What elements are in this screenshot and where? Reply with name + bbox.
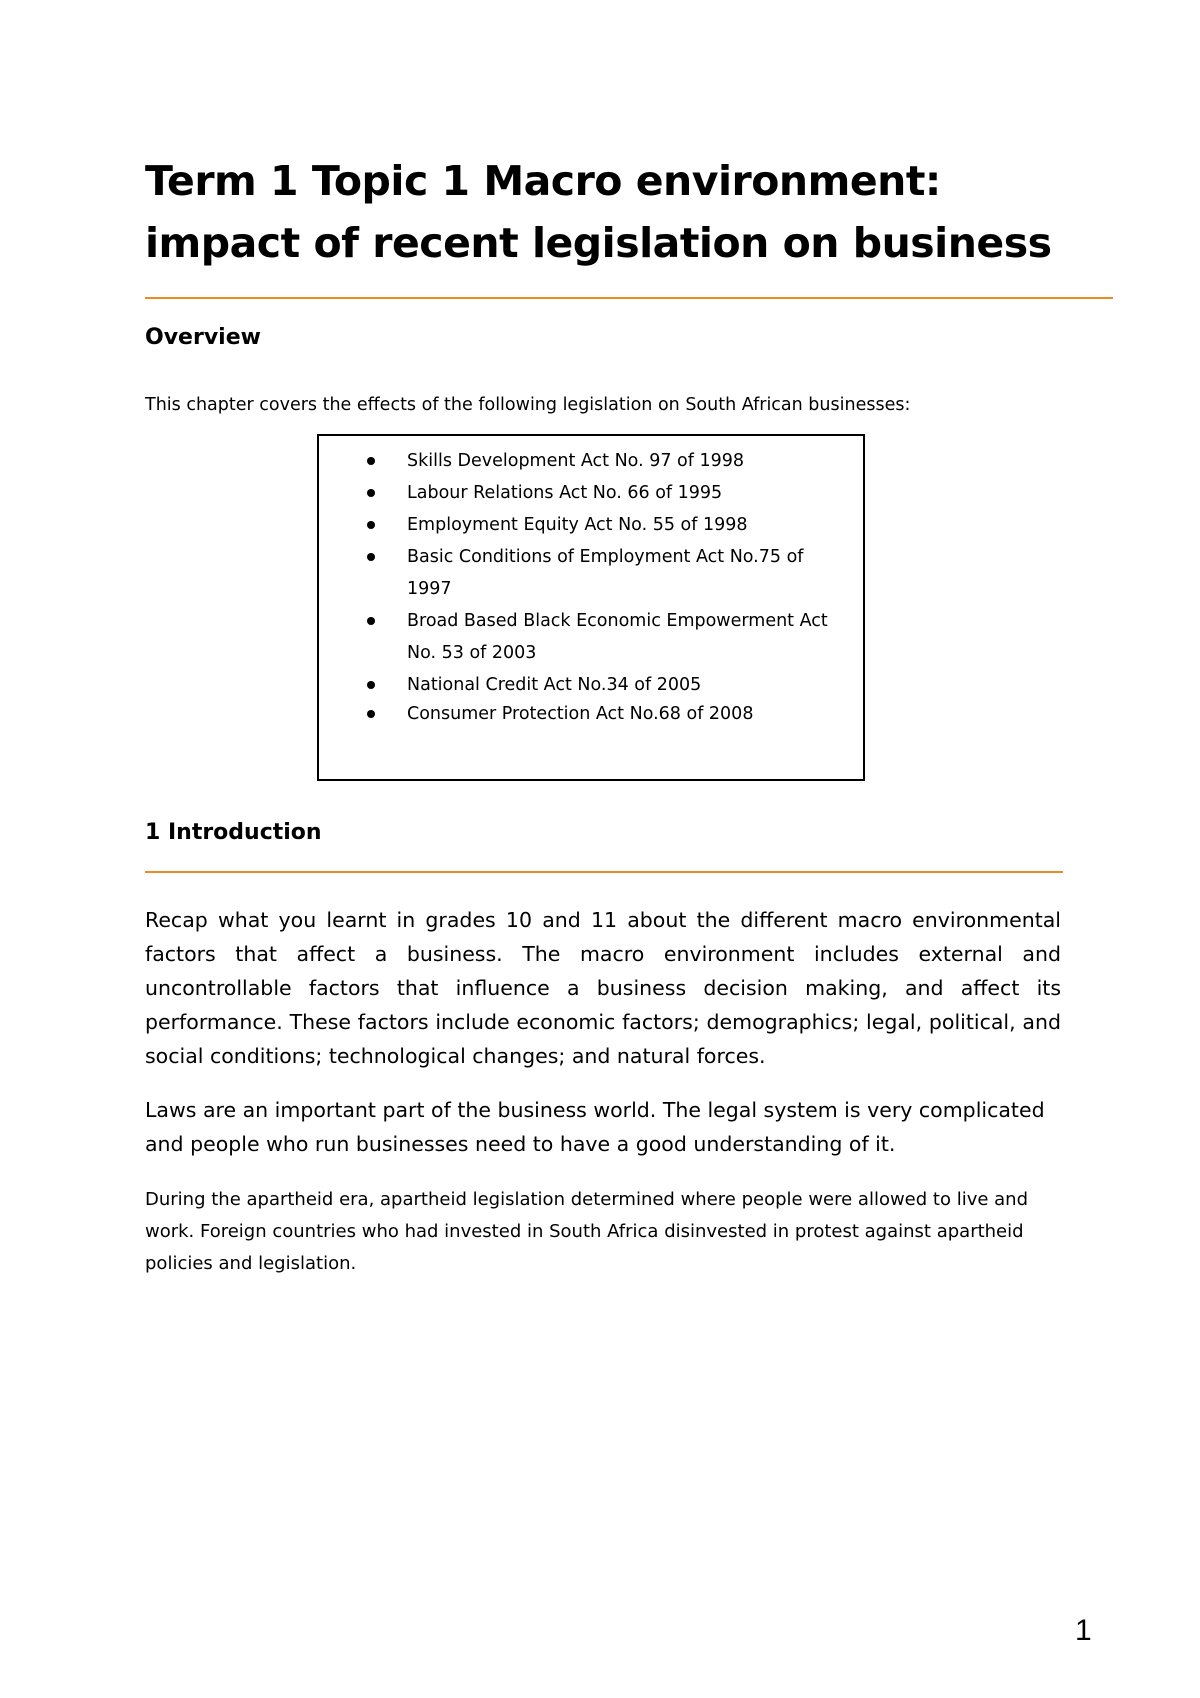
list-item — [367, 669, 837, 701]
introduction-heading: 1 Introduction — [145, 820, 322, 845]
overview-lead: This chapter covers the effects of the following legislation on South African businesses: — [145, 395, 911, 415]
bullet-icon — [367, 489, 375, 497]
list-item — [367, 445, 837, 477]
bullet-icon — [367, 710, 375, 718]
list-item — [367, 701, 837, 727]
act-name: National Credit Act No.34 of 2005 — [407, 675, 702, 695]
overview-heading: Overview — [145, 325, 261, 350]
act-name: Skills Development Act No. 97 of 1998 — [407, 451, 745, 471]
list-item — [367, 541, 837, 605]
title-divider — [145, 297, 1113, 299]
bullet-icon — [367, 457, 375, 465]
legislation-box — [317, 434, 865, 781]
introduction-divider — [145, 871, 1063, 873]
apartheid-paragraph: During the apartheid era, apartheid legislation determined where people were allowed to live and work. Foreign countries who had invested in South Africa disinvested in protest against apartheid policies and legislation. — [145, 1189, 1029, 1274]
introduction-paragraph: Recap what you learnt in grades 10 and 11 about the different macro environmental factors that affect a business. The macro environment includes external and uncontrollable factors that influence a business decision making, and affect its performance. These factors include economic factors; demographics; legal, political, and social conditions; technological changes; and natural forces. — [145, 908, 1061, 1068]
act-name: Basic Conditions of Employment Act No.75 of 1997 — [407, 547, 804, 599]
act-name: Labour Relations Act No. 66 of 1995 — [407, 483, 723, 503]
laws-paragraph: Laws are an important part of the business world. The legal system is very complicated and people who run businesses need to have a good understanding of it. — [145, 1098, 1045, 1156]
bullet-icon — [367, 521, 375, 529]
list-item — [367, 605, 837, 669]
act-name: Consumer Protection Act No.68 of 2008 — [407, 704, 754, 724]
act-name: Employment Equity Act No. 55 of 1998 — [407, 515, 748, 535]
legislation-list — [367, 445, 837, 727]
page-title: Term 1 Topic 1 Macro environment: impact of recent legislation on business — [145, 157, 1052, 267]
page-number: 1 — [1075, 1614, 1092, 1647]
bullet-icon — [367, 681, 375, 689]
act-name: Broad Based Black Economic Empowerment Act No. 53 of 2003 — [407, 611, 828, 663]
list-item — [367, 477, 837, 509]
bullet-icon — [367, 617, 375, 625]
bullet-icon — [367, 553, 375, 561]
list-item — [367, 509, 837, 541]
